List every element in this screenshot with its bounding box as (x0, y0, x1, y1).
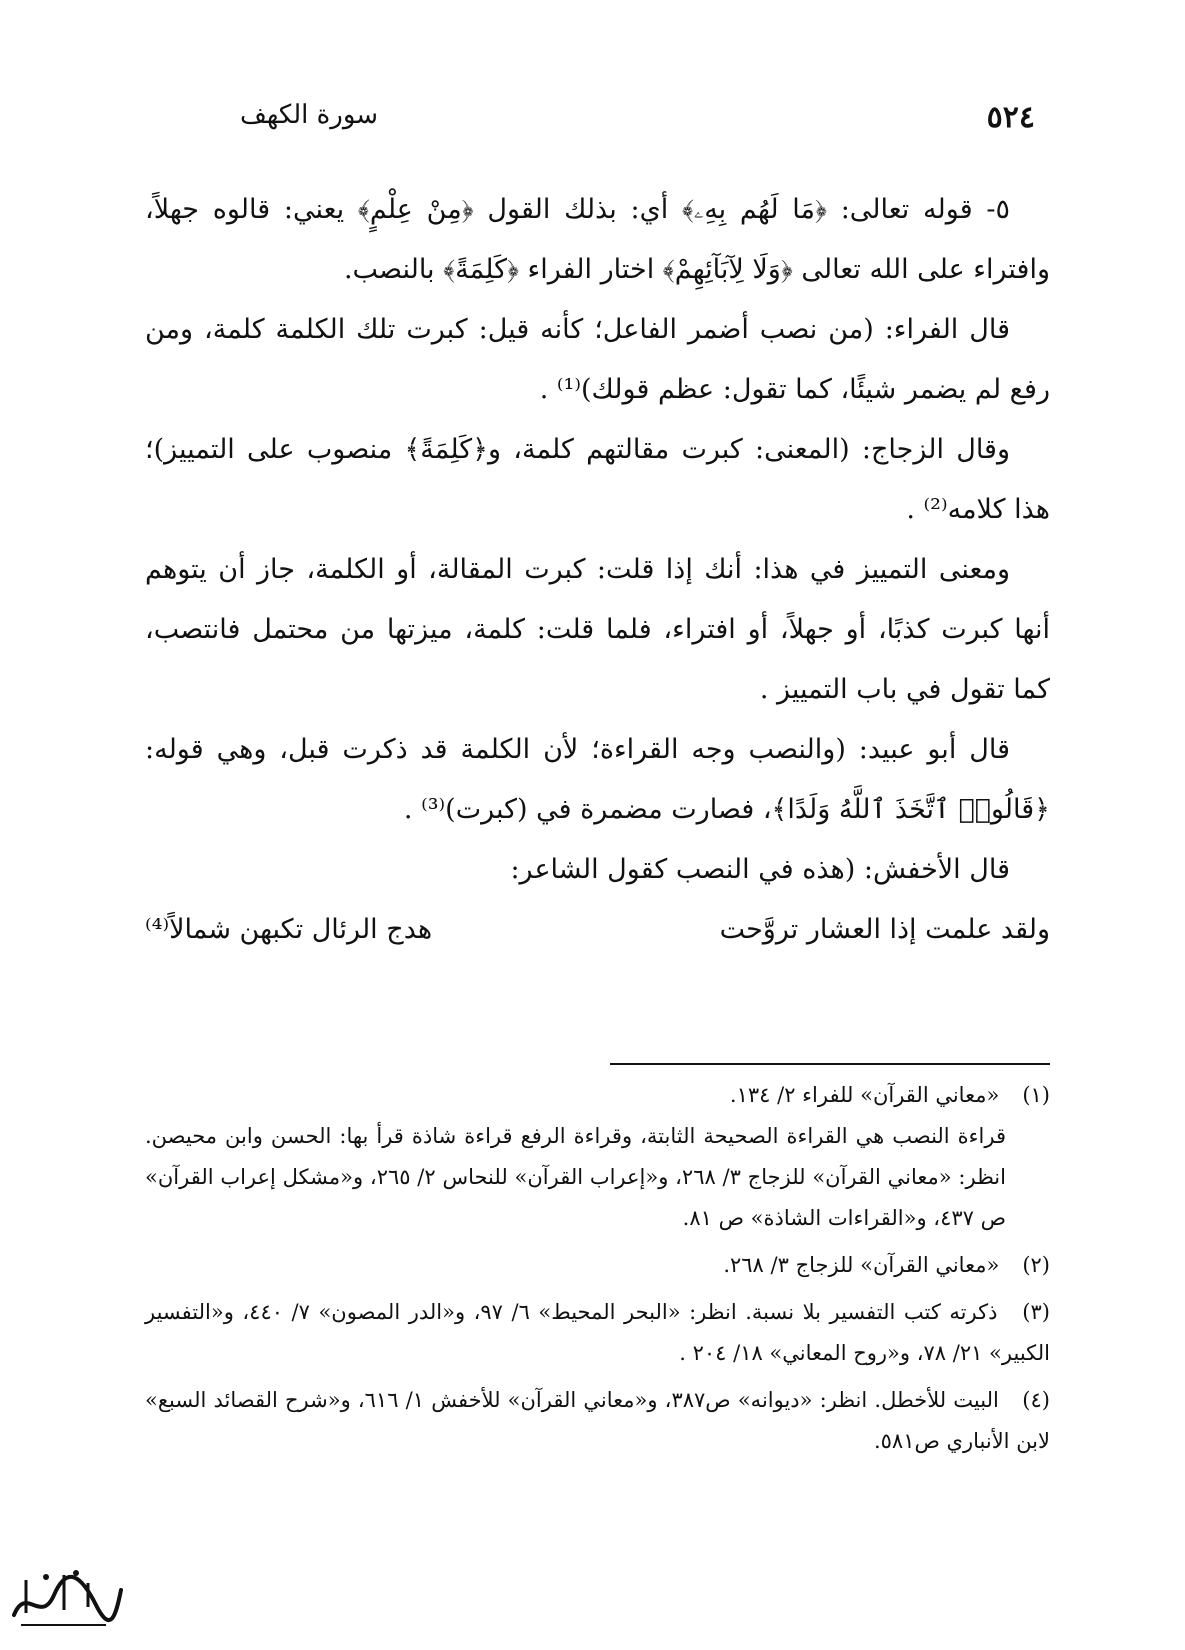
paragraph: ٥- قوله تعالى: ﴿مَا لَهُم بِهِۦ﴾ أي: بذلك القول ﴿مِنْ عِلْمٍ﴾ يعني: قالوه جهلاً، وافتراء على الله تعالى ﴿وَلَا لِآبَآئِهِمْ﴾ اختار الفراء ﴿كَلِمَةً﴾ بالنصب. (145, 194, 1050, 285)
footnote-number: (٤) (1022, 1388, 1050, 1412)
page-header (150, 100, 1035, 140)
footnote-number: (١) (1022, 1083, 1050, 1107)
footnote (145, 1380, 1050, 1462)
paragraph: قال الفراء: (من نصب أضمر الفاعل؛ كأنه قيل: كبرت تلك الكلمة كلمة، ومن رفع لم يضمر شيئًا، كما تقول: عظم قولك)⁽¹⁾ . (145, 314, 1050, 405)
publisher-logo (6, 1555, 126, 1635)
footnote-text: «معاني القرآن» للفراء ٢/ ١٣٤. (729, 1083, 1000, 1107)
paragraph: قال الأخفش: (هذه في النصب كقول الشاعر: (510, 854, 1010, 885)
paragraph: ومعنى التمييز في هذا: أنك إذا قلت: كبرت المقالة، أو الكلمة، جاز أن يتوهم أنها كبرت كذبًا، أو جهلاً، أو افتراء، فلما قلت: كلمة، ميزتها من محتمل فانتصب، كما تقول في باب التمييز . (145, 554, 1050, 705)
poem-verse (145, 900, 1050, 960)
footnote-text: البيت للأخطل. انظر: «ديوانه» ص٣٨٧، و«معاني القرآن» للأخفش ١/ ٦١٦، و«شرح القصائد السبع» لابن الأنباري ص٥٨١. (145, 1388, 1050, 1453)
footnote (145, 1075, 1050, 1239)
paragraph: قال أبو عبيد: (والنصب وجه القراءة؛ لأن الكلمة قد ذكرت قبل، وهي قوله: ﴿قَالُوا۟ ٱتَّخَذَ ٱللَّهُ وَلَدًا﴾، فصارت مضمرة في (كبرت)⁽³⁾ . (145, 734, 1050, 825)
footnote-continuation: قراءة النصب هي القراءة الصحيحة الثابتة، وقراءة الرفع قراءة شاذة قرأ بها: الحسن وابن محيصن. انظر: «معاني القرآن» للزجاج ٣/ ٢٦٨، و«إعراب القرآن» للنحاس ٢/ ٢٦٥، و«مشكل إعراب القرآن» ص ٤٣٧، و«القراءات الشاذة» ص ٨١. (145, 1124, 1006, 1230)
footnotes (145, 1075, 1050, 1468)
footnote-separator (610, 1063, 1050, 1065)
footnote (145, 1292, 1050, 1374)
paragraph: وقال الزجاج: (المعنى: كبرت مقالتهم كلمة، و﴿كَلِمَةً﴾ منصوب على التمييز)؛ هذا كلامه⁽²⁾ . (145, 434, 1050, 525)
footnote-text: ذكرته كتب التفسير بلا نسبة. انظر: «البحر المحيط» ٦/ ٩٧، و«الدر المصون» ٧/ ٤٤٠، و«التفسير الكبير» ٢١/ ٧٨، و«روح المعاني» ١٨/ ٢٠٤ . (145, 1300, 1050, 1365)
footnote-number: (٢) (1022, 1253, 1050, 1277)
footnote-text: «معاني القرآن» للزجاج ٣/ ٢٦٨. (723, 1253, 1000, 1277)
page-number: ٥٢٤ (986, 100, 1035, 135)
main-text (145, 180, 1050, 960)
footnote-number: (٣) (1022, 1300, 1050, 1324)
poem-second-hemistich: هدج الرئال تكبهن شمالاً⁽⁴⁾ (145, 914, 433, 945)
running-title: سورة الكهف (240, 100, 379, 130)
footnote (145, 1245, 1050, 1286)
poem-first-hemistich: ولقد علمت إذا العشار تروَّحت (719, 914, 1050, 945)
